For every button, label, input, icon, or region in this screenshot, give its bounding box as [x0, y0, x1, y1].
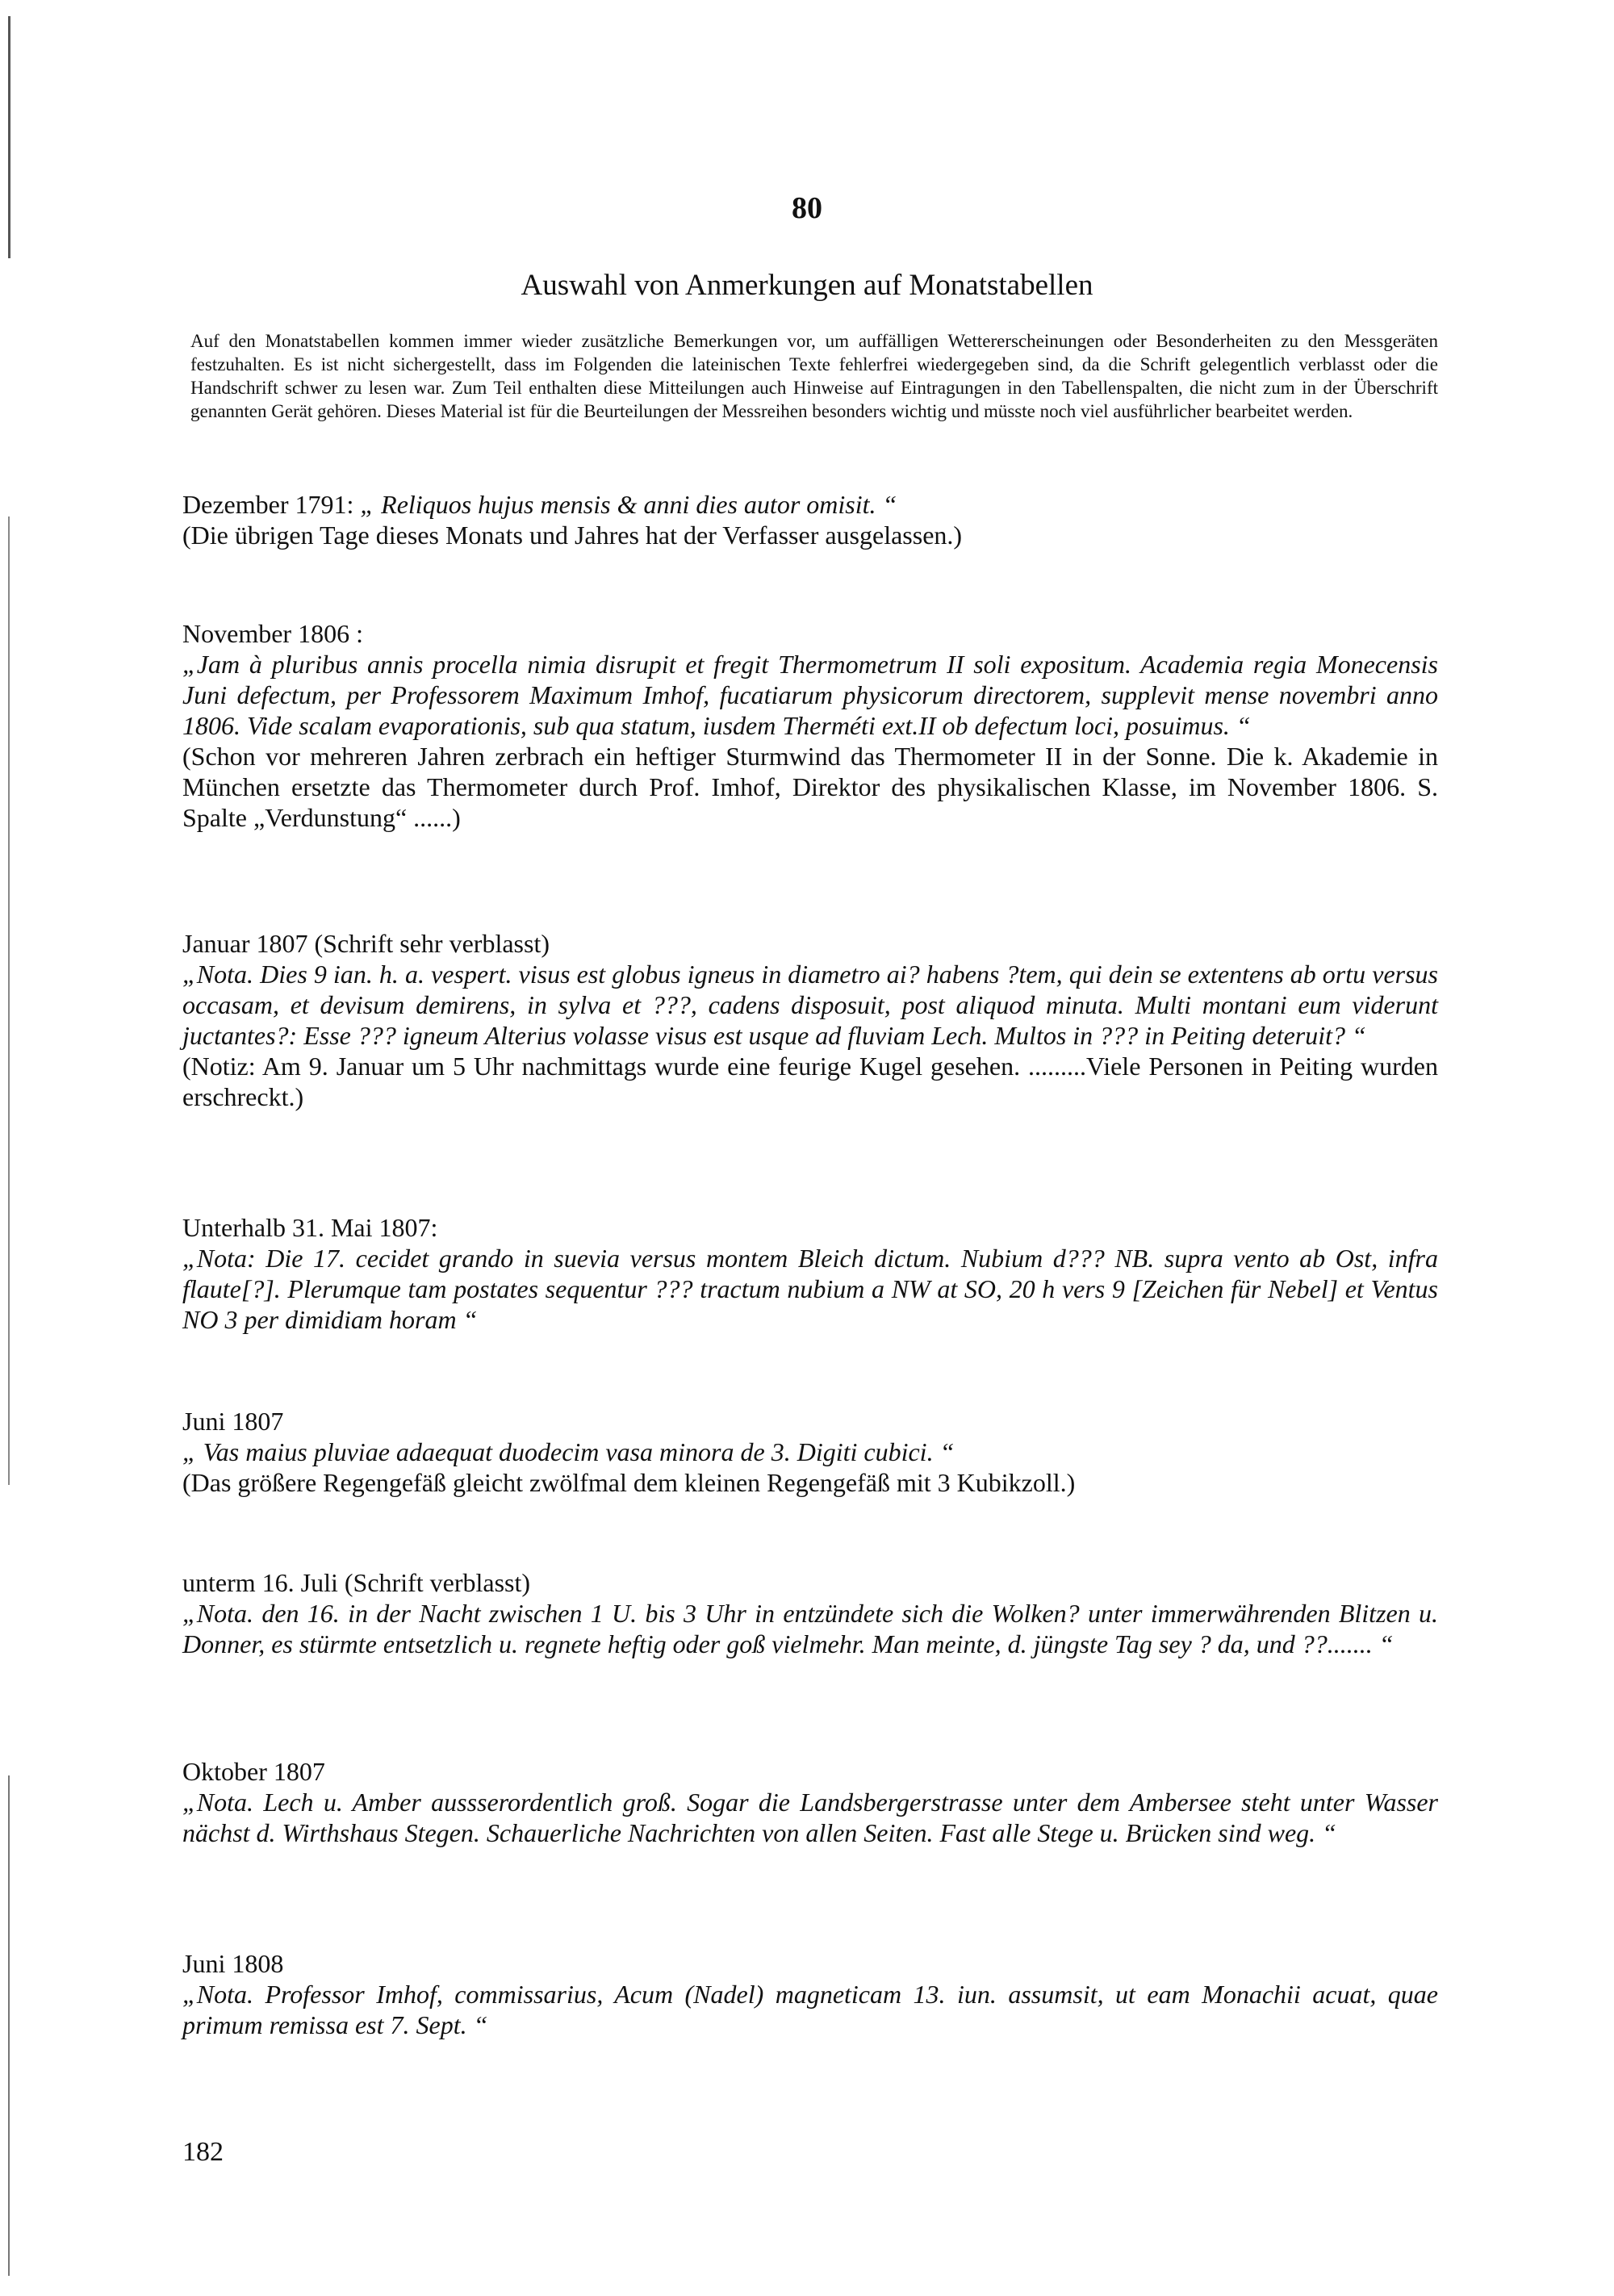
entry-head: unterm 16. Juli (Schrift verblasst) — [182, 1568, 531, 1597]
entry-head: Unterhalb 31. Mai 1807: — [182, 1213, 438, 1242]
entry-translation: (Die übrigen Tage dieses Monats und Jahres hat der Verfasser ausgelassen.) — [182, 521, 963, 550]
intro-paragraph: Auf den Monatstabellen kommen immer wieder zusätzliche Bemerkungen vor, um auffälligen Wettererscheinungen oder Besonderheiten zu den Messgeräten festzuhalten. Es ist nicht sichergestellt, dass im Folgenden die lateinischen Texte fehlerfrei wiedergegeben sind, da die Schrift gelegentlich verblasst oder die Handschrift schwer zu lesen war. Zum Teil enthalten diese Mitteilungen auch Hinweise auf Eintragungen in den Tabellenspalten, die nicht zum in der Überschrift genannten Gerät gehören. Dieses Material ist für die Beurteilungen der Messreihen besonders wichtig und müsste noch viel ausführlicher bearbeitet werden. — [190, 331, 1438, 421]
page-number-bottom: 182 — [182, 2137, 224, 2167]
entry-latin: „Nota. Professor Imhof, commissarius, Acum (Nadel) magneticam 13. iun. assumsit, ut eam Monachii acuat, quae primum remissa est 7. Sept. “ — [182, 1980, 1438, 2039]
entry-head: Januar 1807 (Schrift sehr verblasst) — [182, 929, 550, 958]
entry-latin: „ Reliquos hujus mensis & anni dies autor omisit. “ — [360, 490, 897, 519]
entry-head: Juni 1808 — [182, 1949, 284, 1978]
entry-head — [182, 489, 1438, 520]
entry-translation: (Das größere Regengefäß gleicht zwölfmal dem kleinen Regengefäß mit 3 Kubikzoll.) — [182, 1468, 1076, 1497]
entry-oktober-1807 — [182, 1756, 1438, 1848]
entry-januar-1807 — [182, 928, 1438, 1112]
entry-translation: (Schon vor mehreren Jahren zerbrach ein heftiger Sturmwind das Thermometer II in der Sonne. Die k. Akademie in München ersetzte das Thermometer durch Prof. Imhof, Direktor des physikalischen Klasse, im November 1806. S. Spalte „Verdunstung“ ......) — [182, 742, 1438, 832]
entry-head: November 1806 : — [182, 619, 363, 648]
entry-latin: „Jam à pluribus annis procella nimia disrupit et fregit Thermometrum II soli expositum. Academia regia Monecensis Juni defectum, per Professorem Maximum Imhof, fucatiarum physicorum directorem, supplevit mense novembri anno 1806. Vide scalam evaporationis, sub qua statum, iusdem Therméti ext.II ob defectum loci, posuimus. “ — [182, 650, 1438, 740]
entry-juni-1808 — [182, 1948, 1438, 2040]
entry-juli-1807 — [182, 1567, 1438, 1659]
entry-dezember-1791 — [182, 489, 1438, 550]
entry-latin: „Nota. Dies 9 ian. h. a. vespert. visus est globus igneus in diametro ai? habens ?tem, qui dein se extentens ab ortu versus occasam, et devisum demirens, in sylva et ???, cadens disposuit, post aliquod minuta. Multi montani eum viderunt juctantes?: Esse ??? igneum Alterius volasse visus est usque ad fluviam Lech. Multos in ??? in Peiting deteruit? “ — [182, 960, 1438, 1050]
entry-latin: „ Vas maius pluviae adaequat duodecim vasa minora de 3. Digiti cubici. “ — [182, 1437, 955, 1466]
entry-latin: „Nota. Lech u. Amber aussserordentlich groß. Sogar die Landsbergerstrasse unter dem Ambersee steht unter Wasser nächst d. Wirthshaus Stegen. Schauerliche Nachrichten von allen Seiten. Fast alle Stege u. Brücken sind weg. “ — [182, 1788, 1438, 1847]
entry-november-1806 — [182, 618, 1438, 833]
page-heading: Auswahl von Anmerkungen auf Monatstabellen — [521, 269, 1093, 302]
scan-edge-middle — [8, 516, 10, 1485]
entry-translation: (Notiz: Am 9. Januar um 5 Uhr nachmittags wurde eine feurige Kugel gesehen. .........Viele Personen in Peiting wurden erschreckt.) — [182, 1052, 1438, 1111]
entry-latin: „Nota. den 16. in der Nacht zwischen 1 U. bis 3 Uhr in entzündete sich die Wolken? unter immerwährenden Blitzen u. Donner, es stürmte entsetzlich u. regnete heftig oder goß vielmehr. Man meinte, d. jüngste Tag sey ? da, und ??....... “ — [182, 1599, 1438, 1658]
entry-mai-1807 — [182, 1212, 1438, 1335]
page-number-top: 80 — [792, 191, 822, 225]
entry-juni-1807 — [182, 1406, 1438, 1498]
entry-head: Oktober 1807 — [182, 1757, 325, 1786]
scan-edge-bottom — [8, 1775, 10, 2276]
entry-head: Juni 1807 — [182, 1407, 284, 1436]
entry-date: Dezember 1791: — [182, 490, 354, 519]
entry-latin: „Nota: Die 17. cecidet grando in suevia versus montem Bleich dictum. Nubium d??? NB. supra vento ab Ost, infra flaute[?]. Plerumque tam postates sequentur ??? tractum nubium a NW at SO, 20 h vers 9 [Zeichen für Nebel] et Ventus NO 3 per dimidiam horam “ — [182, 1244, 1438, 1334]
